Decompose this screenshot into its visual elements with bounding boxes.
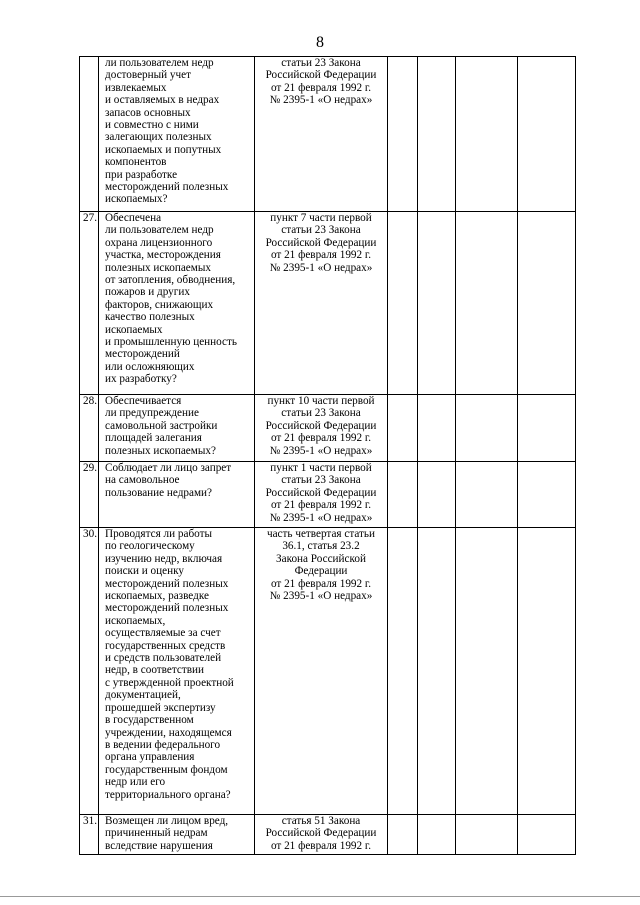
- table-row: [80, 395, 576, 462]
- question-line: в ведении федерального: [105, 738, 221, 751]
- question-cell: [99, 815, 255, 855]
- question-line: охрана лицензионного: [105, 236, 213, 249]
- question-line: изучению недр, включая: [105, 552, 223, 565]
- question-line: учреждении, находящемся: [105, 726, 232, 739]
- answer-cell: [418, 815, 456, 855]
- legal-basis-line: 36.1, статья 23.2: [282, 540, 360, 553]
- question-line: достоверный учет: [105, 69, 192, 82]
- question-line: полезных ископаемых?: [105, 444, 216, 457]
- answer-cell: [418, 57, 456, 212]
- checklist-table: [79, 56, 576, 855]
- question-line: качество полезных: [105, 311, 195, 324]
- row-number: 30.: [80, 528, 99, 815]
- table-row: [80, 528, 576, 815]
- legal-basis-line: № 2395-1 «О недрах»: [269, 590, 373, 603]
- answer-cell: [518, 528, 576, 815]
- legal-basis-line: от 21 февраля 1992 г.: [270, 839, 372, 852]
- legal-basis-line: № 2395-1 «О недрах»: [269, 444, 373, 457]
- question-line: запасов основных: [105, 106, 191, 119]
- question-line: Обеспечивается: [105, 395, 182, 407]
- legal-basis-line: Российской Федерации: [265, 827, 377, 840]
- legal-basis-cell: [255, 462, 388, 528]
- question-line: месторождений: [105, 348, 180, 361]
- legal-basis-line: Российской Федерации: [265, 486, 377, 499]
- legal-basis-line: от 21 февраля 1992 г.: [270, 432, 372, 445]
- answer-cell: [456, 815, 518, 855]
- answer-cell: [456, 212, 518, 395]
- legal-basis-cell: [255, 57, 388, 212]
- answer-cell: [518, 395, 576, 462]
- answer-cell: [418, 528, 456, 815]
- table-body: [80, 57, 576, 855]
- question-line: в государственном: [105, 714, 194, 727]
- legal-basis-line: от 21 февраля 1992 г.: [270, 577, 372, 590]
- question-line: и средств пользователей: [105, 652, 222, 665]
- question-line: ли предупреждение: [105, 407, 199, 420]
- question-line: ископаемых: [105, 323, 163, 336]
- question-line: факторов, снижающих: [105, 298, 214, 311]
- answer-cell: [388, 57, 418, 212]
- question-line: по геологическому: [105, 540, 195, 553]
- table-row: [80, 212, 576, 395]
- question-line: при разработке: [105, 168, 178, 181]
- question-line: Соблюдает ли лицо запрет: [105, 462, 232, 474]
- question-line: ли пользователем недр: [105, 224, 214, 237]
- question-line: ископаемых и попутных: [105, 143, 222, 156]
- answer-cell: [388, 815, 418, 855]
- question-cell: [99, 395, 255, 462]
- legal-basis-cell: [255, 815, 388, 855]
- answer-cell: [456, 462, 518, 528]
- answer-cell: [518, 212, 576, 395]
- legal-basis-cell: [255, 395, 388, 462]
- answer-cell: [518, 815, 576, 855]
- question-line: самовольной застройки: [105, 419, 218, 432]
- legal-basis-line: от 21 февраля 1992 г.: [270, 499, 372, 512]
- question-line: пользование недрами?: [105, 486, 212, 499]
- legal-basis-line: статьи 23 Закона: [281, 474, 361, 487]
- question-line: Обеспечена: [105, 212, 162, 224]
- legal-basis-cell: [255, 212, 388, 395]
- question-line: недр или его: [105, 776, 166, 789]
- bottom-rule: [0, 896, 640, 897]
- question-line: участка, месторождения: [105, 249, 221, 262]
- question-cell: [99, 462, 255, 528]
- question-line: документацией,: [105, 689, 181, 702]
- answer-cell: [418, 462, 456, 528]
- table-row: [80, 815, 576, 855]
- answer-cell: [418, 212, 456, 395]
- question-line: причиненный недрам: [105, 827, 208, 840]
- answer-cell: [388, 528, 418, 815]
- question-line: прошедшей экспертизу: [105, 701, 216, 714]
- legal-basis-line: пункт 7 части первой: [270, 212, 372, 224]
- question-line: ли пользователем недр: [105, 57, 214, 69]
- row-number: 28.: [80, 395, 99, 462]
- question-line: органа управления: [105, 751, 195, 764]
- legal-basis-line: Федерации: [294, 565, 348, 578]
- legal-basis-line: Российской Федерации: [265, 419, 377, 432]
- table-row: [80, 57, 576, 212]
- legal-basis-line: от 21 февраля 1992 г.: [270, 249, 372, 262]
- answer-cell: [456, 57, 518, 212]
- question-line: ископаемых,: [105, 614, 166, 627]
- question-line: залегающих полезных: [105, 131, 212, 144]
- legal-basis-line: пункт 10 части первой: [267, 395, 375, 407]
- legal-basis-line: Закона Российской: [276, 552, 366, 565]
- legal-basis-line: статьи 23 Закона: [281, 224, 361, 237]
- question-line: месторождений полезных: [105, 602, 229, 615]
- legal-basis-line: часть четвертая статьи: [266, 528, 376, 540]
- answer-cell: [518, 57, 576, 212]
- question-cell: [99, 212, 255, 395]
- question-line: полезных ископаемых: [105, 261, 211, 274]
- legal-basis-line: № 2395-1 «О недрах»: [269, 511, 373, 524]
- answer-cell: [418, 395, 456, 462]
- legal-basis-line: Российской Федерации: [265, 236, 377, 249]
- answer-cell: [388, 212, 418, 395]
- question-line: и совместно с ними: [105, 119, 199, 132]
- row-number: 29.: [80, 462, 99, 528]
- legal-basis-line: Российской Федерации: [265, 69, 377, 82]
- row-number: 27.: [80, 212, 99, 395]
- question-line: осуществляемые за счет: [105, 627, 221, 640]
- row-number: [80, 57, 99, 212]
- question-line: и промышленную ценность: [105, 336, 237, 349]
- legal-basis-line: от 21 февраля 1992 г.: [270, 81, 372, 94]
- legal-basis-line: № 2395-1 «О недрах»: [269, 94, 373, 107]
- question-line: компонентов: [105, 156, 167, 169]
- page-number: 8: [316, 34, 324, 51]
- question-line: пожаров и других: [105, 286, 190, 299]
- answer-cell: [388, 395, 418, 462]
- legal-basis-line: статьи 23 Закона: [281, 57, 361, 69]
- legal-basis-line: № 2395-1 «О недрах»: [269, 261, 373, 274]
- question-line: ископаемых?: [105, 193, 168, 206]
- question-line: государственным фондом: [105, 763, 228, 776]
- answer-cell: [456, 395, 518, 462]
- question-line: месторождений полезных: [105, 181, 229, 194]
- row-number: 31.: [80, 815, 99, 855]
- table-row: [80, 462, 576, 528]
- question-line: и оставляемых в недрах: [105, 94, 220, 107]
- legal-basis-line: статья 51 Закона: [281, 815, 361, 827]
- answer-cell: [388, 462, 418, 528]
- question-line: территориального органа?: [105, 788, 231, 801]
- question-line: Проводятся ли работы: [105, 528, 212, 540]
- question-line: площадей залегания: [105, 432, 202, 445]
- question-line: их разработку?: [105, 373, 177, 386]
- question-line: ископаемых, разведке: [105, 590, 209, 603]
- question-line: Возмещен ли лицом вред,: [105, 815, 229, 827]
- question-line: месторождений полезных: [105, 577, 229, 590]
- legal-basis-line: пункт 1 части первой: [270, 462, 372, 474]
- legal-basis-cell: [255, 528, 388, 815]
- question-line: недр, в соответствии: [105, 664, 204, 677]
- question-line: поиски и оценку: [105, 565, 184, 578]
- legal-basis-line: статьи 23 Закона: [281, 407, 361, 420]
- question-line: с утвержденной проектной: [105, 676, 234, 689]
- question-cell: [99, 57, 255, 212]
- question-line: извлекаемых: [105, 81, 167, 94]
- answer-cell: [456, 528, 518, 815]
- question-cell: [99, 528, 255, 815]
- question-line: на самовольное: [105, 474, 180, 487]
- question-line: от затопления, обводнения,: [105, 274, 236, 287]
- question-line: или осложняющих: [105, 360, 195, 373]
- answer-cell: [518, 462, 576, 528]
- question-line: государственных средств: [105, 639, 226, 652]
- question-line: вследствие нарушения: [105, 839, 213, 852]
